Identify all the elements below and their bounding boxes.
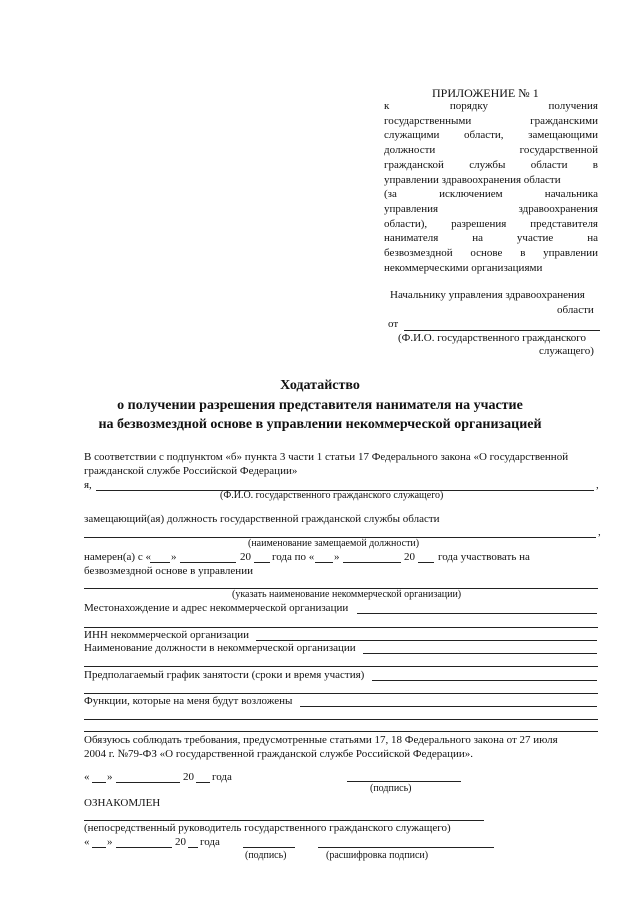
org-position-line2[interactable]: [84, 666, 598, 667]
fio-note1: (Ф.И.О. государственного гражданского: [398, 332, 587, 344]
appendix-line: должности государственной: [384, 144, 598, 157]
signature-line[interactable]: [347, 781, 461, 782]
ya-label: я,: [84, 479, 92, 491]
location-line2[interactable]: [84, 627, 598, 628]
sign-month-line[interactable]: [116, 782, 180, 783]
end-day-line[interactable]: [315, 562, 333, 563]
end-month-line[interactable]: [343, 562, 401, 563]
start-month-line[interactable]: [180, 562, 236, 563]
date2-year-prefix: 20: [175, 836, 186, 848]
appendix-line: государственными гражданскими: [384, 114, 598, 127]
doc-subheading1: о получении разрешения представителя нанимателя на участие: [117, 398, 523, 413]
org-position-line1[interactable]: [363, 653, 597, 654]
inn-label: ИНН некоммерческой организации: [84, 629, 250, 641]
addressee-line1: Начальнику управления здравоохранения: [390, 289, 585, 301]
appendix-line: управлении здравоохранения области: [384, 173, 561, 186]
org-position-label: Наименование должности в некоммерческой организации: [84, 642, 356, 654]
schedule-line1[interactable]: [372, 680, 597, 681]
appendix-line: служащими области, замещающими: [384, 129, 598, 142]
position-text: замещающий(ая) должность государственной гражданской службы области: [84, 513, 440, 525]
supervisor-caption: (непосредственный руководитель государственного гражданского служащего): [84, 822, 451, 834]
date2-year-label: года: [200, 836, 220, 848]
date-year-label: года: [212, 771, 232, 783]
date-quote-close: »: [107, 771, 113, 783]
intend-year-prefix: 20: [240, 551, 251, 563]
appendix-title: ПРИЛОЖЕНИЕ № 1: [432, 86, 539, 100]
appendix-line: к порядку получения: [384, 100, 598, 112]
location-label: Местонахождение и адрес некоммерческой организации: [84, 602, 349, 614]
end-year-line[interactable]: [418, 562, 434, 563]
date2-quote-open: «: [84, 836, 90, 848]
obligation-line1: Обязуюсь соблюдать требования, предусмотренные статьями 17, 18 Федерального закона от 27 июля: [84, 734, 558, 746]
functions-label: Функции, которые на меня будут возложены: [84, 695, 293, 707]
doc-heading: Ходатайство: [280, 378, 360, 393]
intend-to: года по «: [272, 551, 315, 563]
appendix-line: некоммерческими организациями: [384, 261, 543, 274]
start-year-line[interactable]: [254, 562, 270, 563]
sign2-month-line[interactable]: [116, 847, 172, 848]
intro-line2: гражданской службе Российской Федерации»: [84, 465, 298, 477]
schedule-line2[interactable]: [84, 693, 598, 694]
functions-line3[interactable]: [84, 731, 598, 732]
appendix-line: (за исключением начальника: [384, 188, 598, 201]
acquainted-label: ОЗНАКОМЛЕН: [84, 797, 161, 809]
schedule-label: Предполагаемый график занятости (сроки и время участия): [84, 669, 365, 681]
addressee-line2: области: [557, 304, 594, 316]
date-quote-open: «: [84, 771, 90, 783]
fio-caption: (Ф.И.О. государственного гражданского служащего): [220, 490, 444, 501]
fio-note2: служащего): [539, 345, 594, 357]
appendix-line: безвозмездной основе в управлении: [384, 247, 598, 259]
intend-start: намерен(а) с «: [84, 551, 151, 563]
decode-line[interactable]: [318, 847, 494, 848]
decode-caption: (расшифровка подписи): [326, 850, 429, 861]
position-caption: (наименование замещаемой должности): [248, 538, 420, 549]
intend-year2-prefix: 20: [404, 551, 415, 563]
supervisor-line[interactable]: [84, 820, 484, 821]
intend-quote2: »: [334, 551, 340, 563]
functions-line2[interactable]: [84, 719, 598, 720]
start-day-line[interactable]: [150, 562, 170, 563]
location-line1[interactable]: [357, 613, 597, 614]
intend-line2: безвозмездной основе в управлении: [84, 565, 253, 577]
sign2-year-line[interactable]: [188, 847, 198, 848]
org-caption: (указать наименование некоммерческой организации): [232, 589, 462, 600]
appendix-line: области), разрешения представителя: [384, 217, 598, 230]
sign-year-line[interactable]: [196, 782, 210, 783]
sign-day-line[interactable]: [92, 782, 106, 783]
sign2-line[interactable]: [243, 847, 295, 848]
intend-quote: »: [171, 551, 177, 563]
sign2-day-line[interactable]: [92, 847, 106, 848]
inn-line[interactable]: [256, 640, 597, 641]
date-year-prefix: 20: [183, 771, 194, 783]
ya-comma: ,: [596, 479, 599, 491]
from-label: от: [388, 318, 399, 330]
intro-line1: В соответствии с подпунктом «б» пункта 3 части 1 статьи 17 Федерального закона «О государственной: [84, 451, 569, 463]
doc-subheading2: на безвозмездной основе в управлении некоммерческой организацией: [98, 417, 542, 432]
functions-line1[interactable]: [300, 706, 597, 707]
signature-caption: (подпись): [370, 783, 412, 794]
position-comma: ,: [598, 526, 601, 538]
appendix-line: нанимателя на участие на: [384, 232, 598, 245]
sig2-caption: (подпись): [245, 850, 287, 861]
date2-quote-close: »: [107, 836, 113, 848]
obligation-line2: 2004 г. №79-ФЗ «О государственной гражданской службе Российской Федерации».: [84, 748, 474, 760]
intend-tail: года участвовать на: [438, 551, 530, 563]
appendix-line: управления здравоохранения: [384, 202, 598, 215]
appendix-line: гражданской службы области в: [384, 158, 598, 171]
from-fio-line[interactable]: [404, 330, 600, 331]
